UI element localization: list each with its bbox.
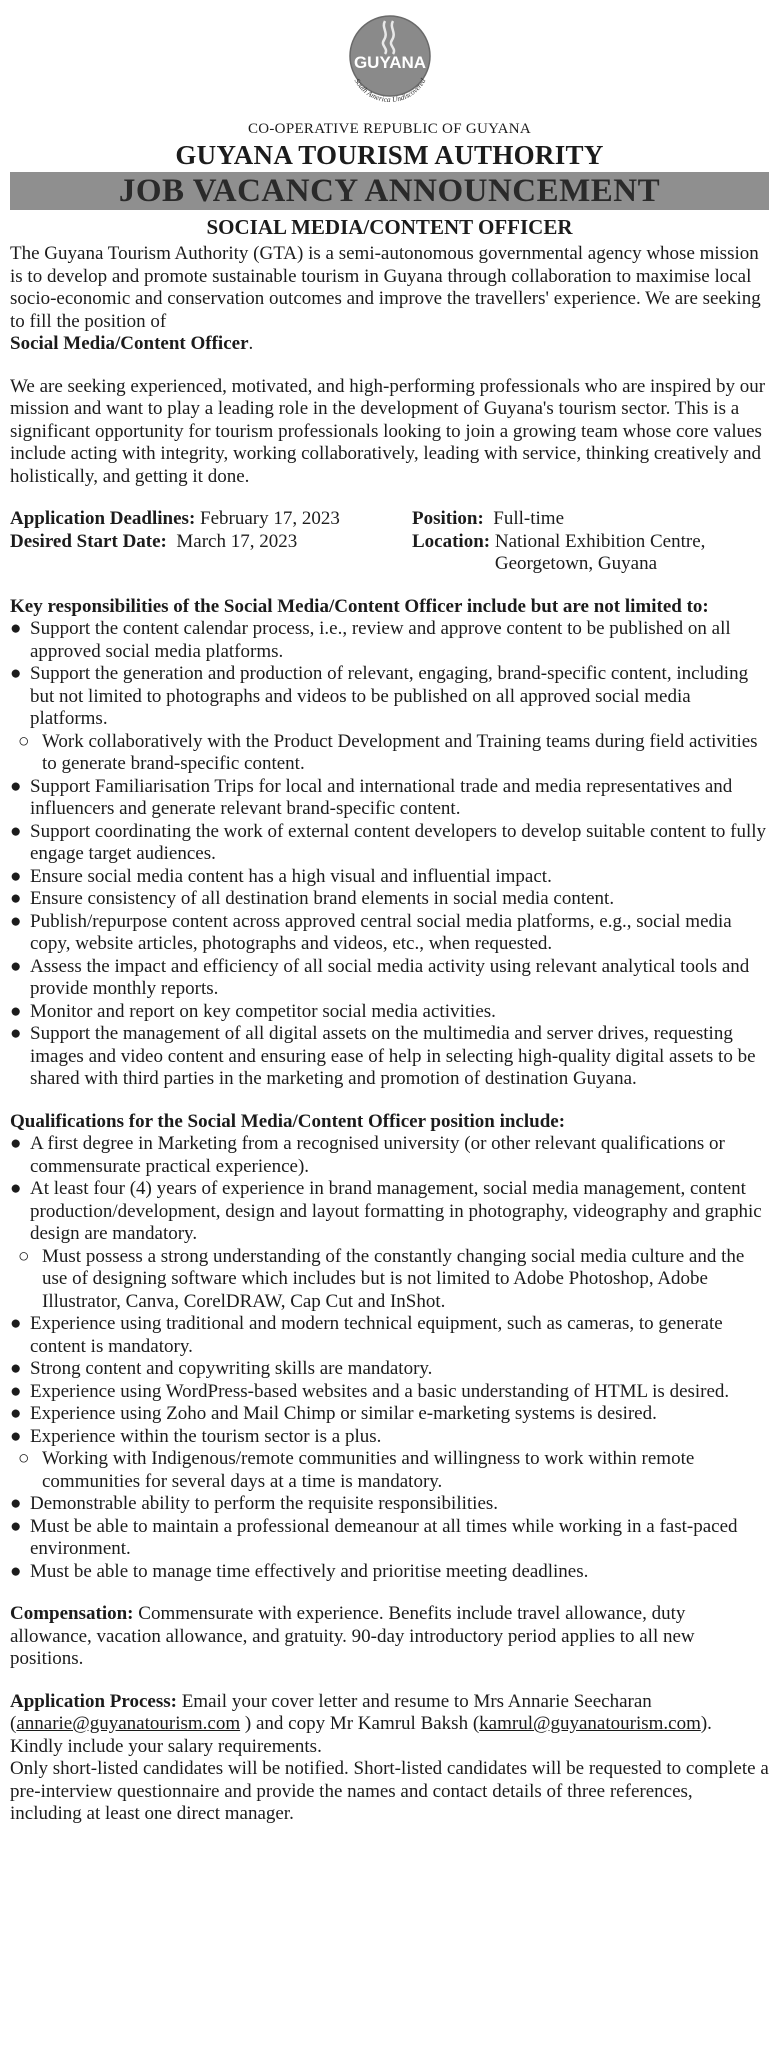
- list-item: ● Support the management of all digital assets on the multimedia and server drives, requesting images and video content and ensuring ease of help in selecting high-quality digital assets to be shared with third parties in the marketing and promotion of destination Guyana.: [10, 1023, 756, 1089]
- email-link-kamrul[interactable]: kamrul@guyanatourism.com: [479, 1713, 701, 1734]
- intro-position: Social Media/Content Officer: [10, 333, 249, 354]
- intro-end: .: [248, 333, 254, 354]
- list-item: ● Must be able to maintain a professional demeanour at all times while working in a fast-paced environment.: [10, 1515, 738, 1559]
- list-item: ● Ensure consistency of all destination brand elements in social media content.: [10, 888, 615, 909]
- logo-area: [10, 0, 769, 114]
- guyana-logo-icon: [337, 8, 443, 114]
- list-item: ● Monitor and report on key competitor social media activities.: [10, 1000, 496, 1022]
- list-item: ● Support the generation and production of relevant, engaging, brand-specific content, including but not limited to photographs and videos to be published on all approved social media platforms.: [10, 663, 749, 729]
- list-item: ● Experience using Zoho and Mail Chimp or similar e-marketing systems is desired.: [10, 1403, 657, 1424]
- job-details: [10, 508, 769, 576]
- deadline-value: February 17, 2023: [195, 508, 340, 529]
- list-item: ● Support coordinating the work of external content developers to develop suitable content to fully engage target audiences.: [10, 820, 767, 864]
- position-type-value: Full-time: [483, 508, 565, 529]
- compensation-text: Commensurate with experience. Benefits include travel allowance, duty allowance, vacation allowance, and gratuity. 90-day introductory period applies to all new positions.: [10, 1603, 695, 1669]
- position-type-label: Position:: [412, 508, 484, 529]
- shortlist-note: Only short-listed candidates will be notified. Short-listed candidates will be requested to complete a pre-interview questionnaire and provide the names and contact details of three references, including at least one direct manager.: [10, 1758, 769, 1824]
- intro-paragraph: [10, 243, 769, 356]
- details-right: [412, 508, 769, 576]
- start-date-label: Desired Start Date:: [10, 530, 167, 552]
- location-line-2: Georgetown, Guyana: [494, 553, 658, 574]
- responsibilities-list: [10, 618, 769, 1091]
- list-item: ● Experience using traditional and modern technical equipment, such as cameras, to generate content is mandatory.: [10, 1313, 723, 1357]
- application-paragraph: Application Process: Email your cover letter and resume to Mrs Annarie Seecharan (annarie@guyanatourism.com ) and copy Mr Kamrul Baksh (kamrul@guyanatourism.com). Kindly include your salary requirements. Only short-listed candidates will be notified. Short-listed candidates will be requested to complete a pre-interview questionnaire and provide the names and contact details of three references, including at least one direct manager.: [10, 1690, 769, 1824]
- list-item: ● Ensure social media content has a high visual and influential impact.: [10, 865, 552, 887]
- email-link-annarie[interactable]: annarie@guyanatourism.com: [16, 1713, 241, 1734]
- location-label: Location:: [412, 530, 491, 552]
- list-item: ● Must be able to manage time effectively and prioritise meeting deadlines.: [10, 1560, 589, 1582]
- authority-heading: GUYANA TOURISM AUTHORITY: [175, 140, 604, 170]
- logo-wordmark: GUYANA: [353, 53, 426, 72]
- qualifications-heading: Qualifications for the Social Media/Content Officer position include:: [10, 1110, 566, 1132]
- list-item: ○ Work collaboratively with the Product Development and Training teams during field activities to generate brand-specific content.: [18, 730, 758, 774]
- republic-heading: CO-OPERATIVE REPUBLIC OF GUYANA: [247, 121, 532, 137]
- deadline-label: Application Deadlines:: [10, 508, 196, 529]
- list-item: ● Support Familiarisation Trips for local and international trade and media representatives and influencers and generate relevant brand-specific content.: [10, 775, 733, 819]
- start-date-value: March 17, 2023: [166, 530, 298, 552]
- announcement-banner: JOB VACANCY ANNOUNCEMENT: [10, 172, 769, 210]
- compensation-paragraph: [10, 1603, 769, 1671]
- seeking-paragraph: We are seeking experienced, motivated, and high-performing professionals who are inspired by our mission and want to play a leading role in the development of Guyana's tourism sector. This is a significant opportunity for tourism professionals looking to join a growing team whose core values include acting with integrity, working collaboratively, leading with service, thinking creatively and holistically, and getting it done.: [10, 375, 766, 487]
- list-item: ○ Must possess a strong understanding of the constantly changing social media culture and the use of designing software which includes but is not limited to Adobe Photoshop, Adobe Illustrator, Canva, CorelDRAW, Cap Cut and InShot.: [18, 1245, 745, 1312]
- position-title: SOCIAL MEDIA/CONTENT OFFICER: [206, 215, 573, 239]
- list-item: ● Assess the impact and efficiency of all social media activity using relevant analytical tools and provide monthly reports.: [10, 955, 750, 999]
- details-left: [10, 508, 412, 576]
- list-item: ● Strong content and copywriting skills are mandatory.: [10, 1358, 433, 1379]
- intro-text: The Guyana Tourism Authority (GTA) is a semi-autonomous governmental agency whose mission is to develop and promote sustainable tourism in Guyana through collaboration to maximise local socio-economic and conservation outcomes and improve the travellers' experience. We are seeking to fill the position of: [10, 243, 761, 332]
- application-label: Application Process:: [10, 1690, 177, 1712]
- location-line-1: National Exhibition Centre,: [494, 530, 706, 552]
- list-item: ● At least four (4) years of experience in brand management, social media management, content production/development, design and layout formatting in photography, videography and graphic design are mandatory.: [10, 1178, 762, 1244]
- logo-tagline: South America Undiscovered: [352, 76, 427, 105]
- list-item: ○ Working with Indigenous/remote communities and willingness to work within remote communities for several days at a time is mandatory.: [18, 1448, 695, 1492]
- list-item: ● Support the content calendar process, i.e., review and approve content to be published on all approved social media platforms.: [10, 618, 731, 662]
- list-item: ● Experience using WordPress-based websites and a basic understanding of HTML is desired.: [10, 1380, 730, 1402]
- list-item: ● Experience within the tourism sector is a plus.: [10, 1425, 382, 1447]
- list-item: ● A first degree in Marketing from a recognised university (or other relevant qualifications or commensurate practical experience).: [10, 1133, 725, 1177]
- qualifications-list: [10, 1133, 769, 1583]
- compensation-label: Compensation:: [10, 1603, 134, 1624]
- responsibilities-heading: Key responsibilities of the Social Media/Content Officer include but are not limited to:: [10, 595, 709, 617]
- location-value: [495, 531, 706, 576]
- list-item: ● Demonstrable ability to perform the requisite responsibilities.: [10, 1493, 499, 1514]
- list-item: ● Publish/repurpose content across approved central social media platforms, e.g., social media copy, website articles, photographs and videos, etc., when requested.: [10, 910, 732, 954]
